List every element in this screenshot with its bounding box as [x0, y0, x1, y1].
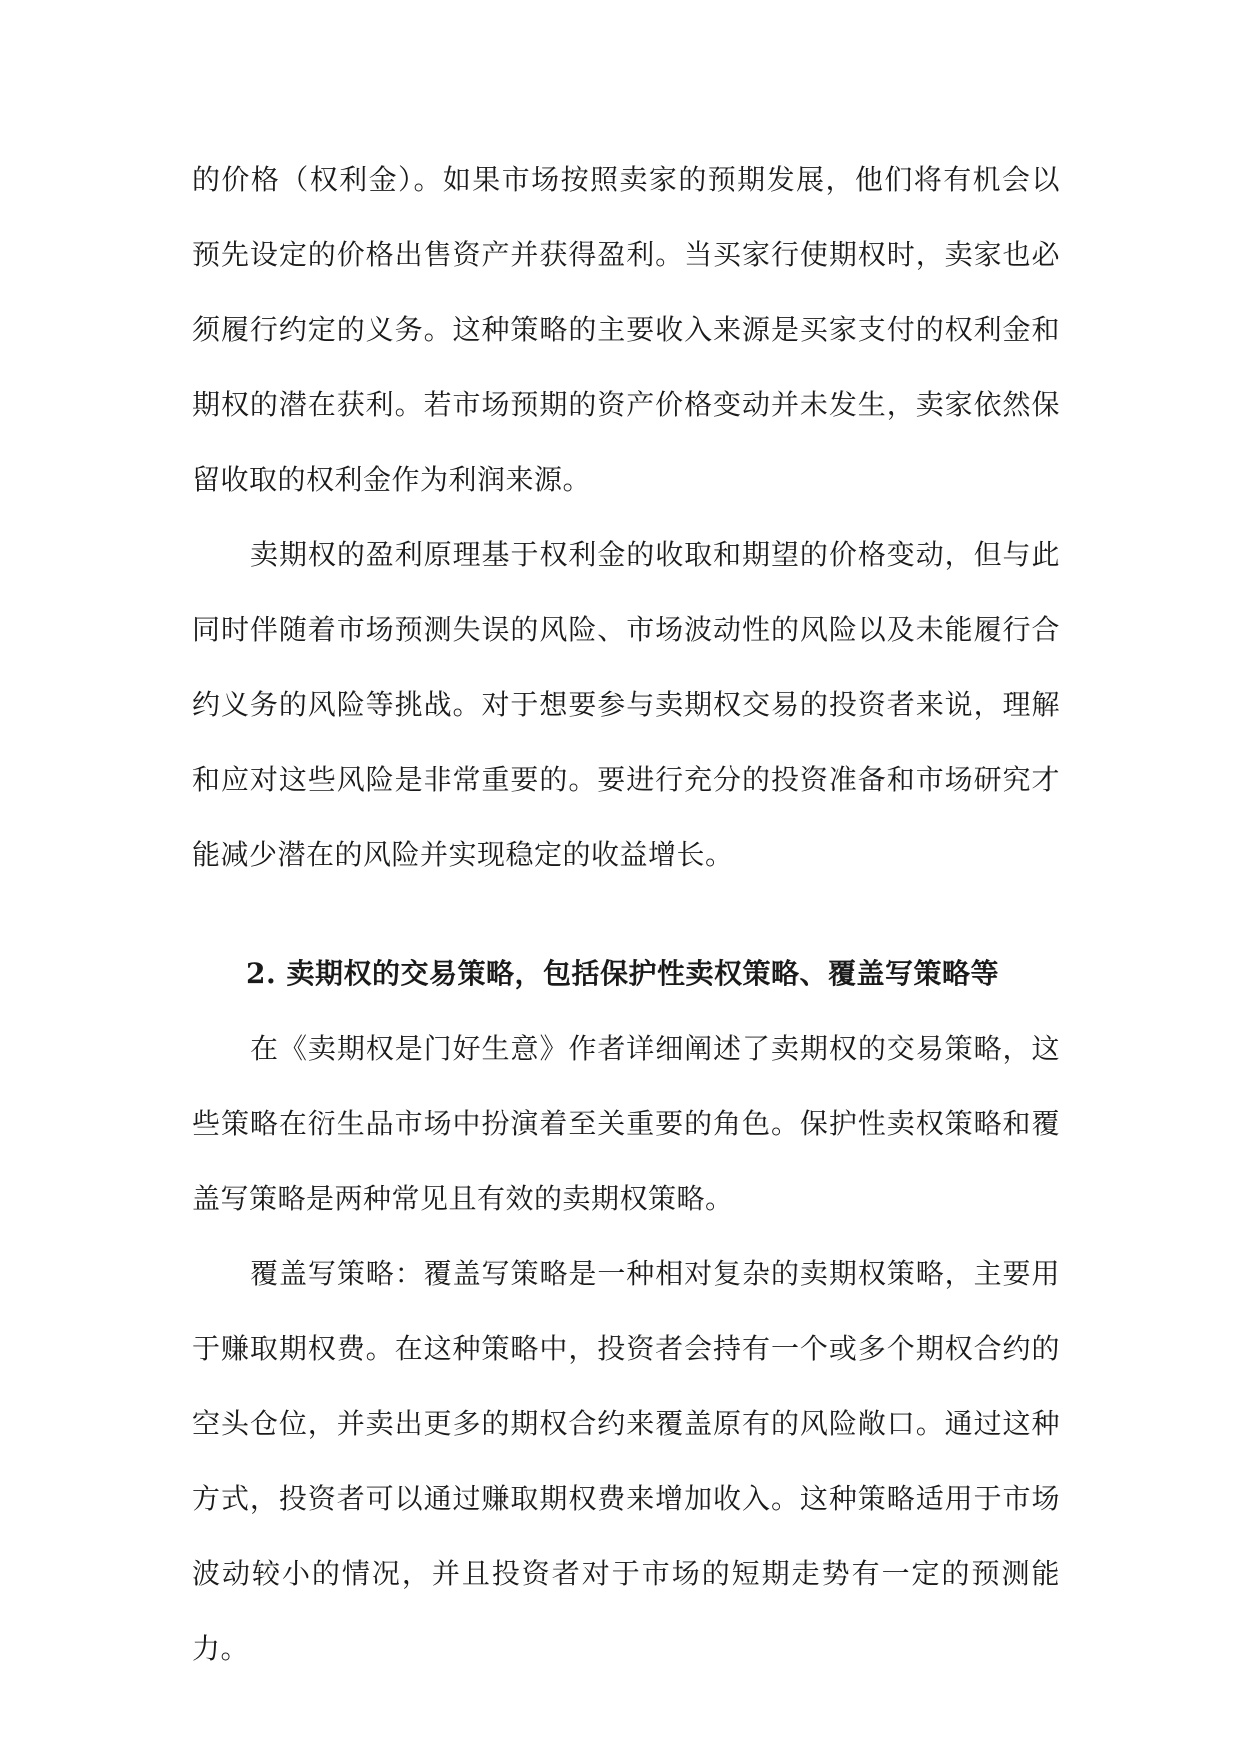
- paragraph-continuation: 的价格（权利金）。如果市场按照卖家的预期发展，他们将有机会以预先设定的价格出售资产并获得盈利。当买家行使期权时，卖家也必须履行约定的义务。这种策略的主要收入来源是买家支付的权利金和期权的潜在获利。若市场预期的资产价格变动并未发生，卖家依然保留收取的权利金作为利润来源。: [192, 163, 1060, 496]
- paragraph-covered-writing: 覆盖写策略：覆盖写策略是一种相对复杂的卖期权策略，主要用于赚取期权费。在这种策略中，投资者会持有一个或多个期权合约的空头仓位，并卖出更多的期权合约来覆盖原有的风险敞口。通过这种方式，投资者可以通过赚取期权费来增加收入。这种策略适用于市场波动较小的情况，并且投资者对于市场的短期走势有一定的预测能力。: [192, 1257, 1060, 1665]
- paragraph-profit-principle: 卖期权的盈利原理基于权利金的收取和期望的价格变动，但与此同时伴随着市场预测失误的风险、市场波动性的风险以及未能履行合约义务的风险等挑战。对于想要参与卖期权交易的投资者来说，理解和应对这些风险是非常重要的。要进行充分的投资准备和市场研究才能减少潜在的风险并实现稳定的收益增长。: [192, 538, 1060, 871]
- document-body: [192, 142, 1060, 1686]
- paragraph-strategy-intro: 在《卖期权是门好生意》作者详细阐述了卖期权的交易策略，这些策略在衍生品市场中扮演着至关重要的角色。保护性卖权策略和覆盖写策略是两种常见且有效的卖期权策略。: [192, 1032, 1060, 1215]
- section-heading: 2. 卖期权的交易策略，包括保护性卖权策略、覆盖写策略等: [246, 957, 999, 990]
